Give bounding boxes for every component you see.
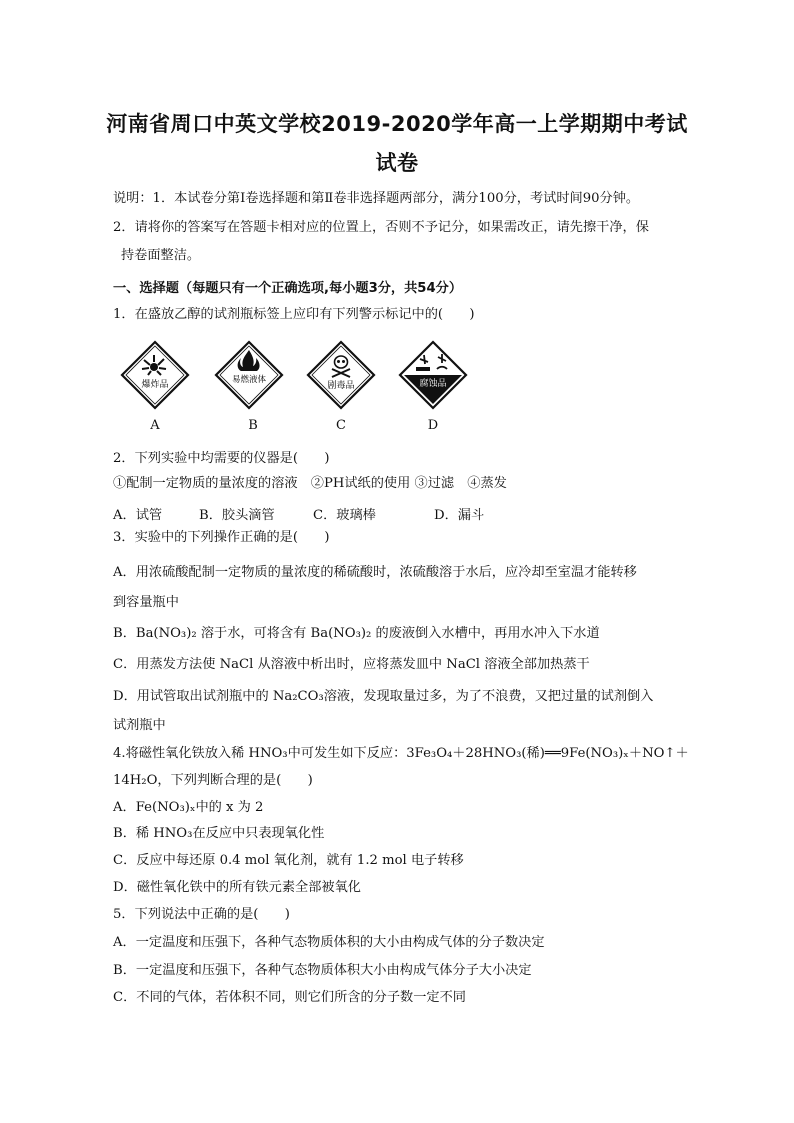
q4-option-c: C．反应中每还原 0.4 mol 氧化剂，就有 1.2 mol 电子转移 xyxy=(113,853,464,868)
q3-option-d: D．用试管取出试剂瓶中的 Na₂CO₃溶液，发现取量过多，为了不浪费，又把过量的试剂倒入 xyxy=(113,689,654,704)
sign-d-label: 腐蚀品 xyxy=(419,379,447,389)
option-b-letter: B xyxy=(248,418,258,433)
q5-option-b: B．一定温度和压强下，各种气态物质体积大小由构成气体分子大小决定 xyxy=(113,963,532,978)
sign-c-label: 剧毒品 xyxy=(327,381,355,391)
q4-stem: 4.将磁性氧化铁放入稀 HNO₃中可发生如下反应：3Fe₃O₄＋28HNO₃(稀)══9Fe(NO₃)ₓ＋NO↑＋ xyxy=(113,746,689,761)
flammable-sign xyxy=(214,340,284,410)
instructions-line-1: 说明：1．本试卷分第Ⅰ卷选择题和第Ⅱ卷非选择题两部分，满分100分，考试时间90分钟。 xyxy=(113,191,640,206)
instructions-line-3: 持卷面整洁。 xyxy=(121,248,201,263)
q4-option-b: B．稀 HNO₃在反应中只表现氧化性 xyxy=(113,826,325,841)
exam-title-continued: 试卷 xyxy=(375,151,419,175)
q3-option-b: B．Ba(NO₃)₂ 溶于水，可将含有 Ba(NO₃)₂ 的废液倒入水槽中，再用水冲入下水道 xyxy=(113,626,600,641)
option-d-letter: D xyxy=(427,418,439,433)
q3-option-d-continued: 试剂瓶中 xyxy=(113,718,166,733)
option-c-letter: C xyxy=(336,418,346,433)
option-a-letter: A xyxy=(150,418,160,433)
q3-option-c: C．用蒸发方法使 NaCl 从溶液中析出时，应将蒸发皿中 NaCl 溶液全部加热蒸干 xyxy=(113,657,590,672)
q2-items: ①配制一定物质的量浓度的溶液 ②PH试纸的使用 ③过滤 ④蒸发 xyxy=(113,476,507,491)
q5-option-c: C．不同的气体，若体积不同，则它们所含的分子数一定不同 xyxy=(113,990,466,1005)
q2-option-d: D．漏斗 xyxy=(434,508,485,523)
q4-stem-continued: 14H₂O，下列判断合理的是( ) xyxy=(113,773,313,788)
q5-stem: 5．下列说法中正确的是( ) xyxy=(113,907,290,922)
exam-title: 河南省周口中英文学校2019-2020学年高一上学期期中考试 xyxy=(106,112,688,136)
explosive-sign xyxy=(120,340,190,410)
corrosive-sign xyxy=(398,340,468,410)
q2-option-b: B．胶头滴管 xyxy=(199,508,275,523)
q1-stem: 1．在盛放乙醇的试剂瓶标签上应印有下列警示标记中的( ) xyxy=(113,307,475,322)
q4-option-a: A．Fe(NO₃)ₓ中的 x 为 2 xyxy=(113,800,264,815)
instructions-line-2: 2．请将你的答案写在答题卡相对应的位置上，否则不予记分，如果需改正，请先擦干净，保 xyxy=(113,220,649,235)
q4-option-d: D．磁性氧化铁中的所有铁元素全部被氧化 xyxy=(113,880,361,895)
q2-stem: 2．下列实验中均需要的仪器是( ) xyxy=(113,451,330,466)
sign-b-label: 易燃液体 xyxy=(231,375,267,385)
q3-option-a: A．用浓硫酸配制一定物质的量浓度的稀硫酸时，浓硫酸溶于水后，应冷却至室温才能转移 xyxy=(113,565,637,580)
q3-option-a-continued: 到容量瓶中 xyxy=(113,595,179,610)
q3-stem: 3．实验中的下列操作正确的是( ) xyxy=(113,530,330,545)
q5-option-a: A．一定温度和压强下，各种气态物质体积的大小由构成气体的分子数决定 xyxy=(113,935,545,950)
sign-a-label: 爆炸品 xyxy=(141,380,169,390)
q2-option-a: A．试管 xyxy=(113,508,163,523)
section-heading: 一、选择题（每题只有一个正确选项,每小题3分，共54分） xyxy=(113,281,463,296)
q2-option-c: C．玻璃棒 xyxy=(313,508,376,523)
toxic-sign xyxy=(306,340,376,410)
